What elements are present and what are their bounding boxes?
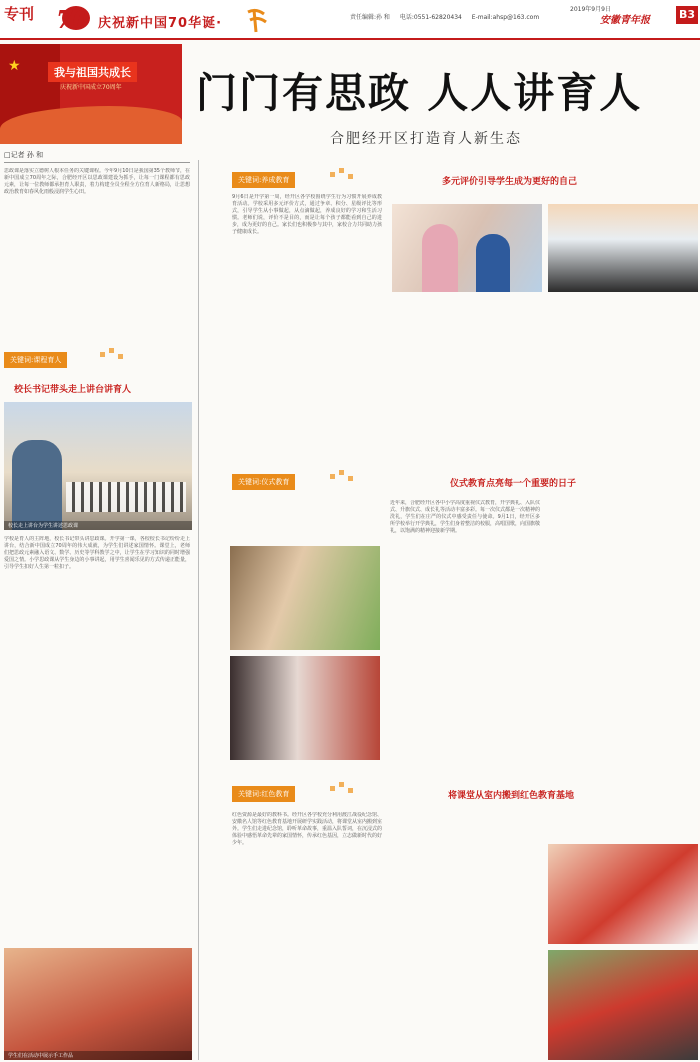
section-body: 红色资源是最好的教科书。经开区各学校充分利用渡江战役纪念馆、安徽名人馆等红色教育基地开展研学实践活动，将课堂从室内搬到室外。学生们走进纪念馆，聆听革命故事，重温入队誓词，在沉浸式的体验中感悟革命先辈的家国情怀，传承红色基因，立志做新时代的好少年。: [232, 812, 382, 846]
page-number: B3: [676, 6, 698, 24]
section-title: 校长书记带头走上讲台讲育人: [14, 385, 132, 395]
newspaper-name: 安徽青年报: [600, 15, 650, 26]
section-title: 多元评价引导学生成为更好的自己: [442, 177, 578, 187]
section-body-cont: [548, 298, 698, 448]
decor-squares: [330, 168, 360, 180]
decor-squares: [330, 782, 360, 794]
section-body: 近年来，合肥经开区各中小学高度重视仪式教育，开学典礼、入队仪式、升旗仪式、成长礼等活动丰富多彩。每一次仪式都是一次精神的洗礼，学生们在庄严的仪式中感受责任与使命。9月1日，经开区多所学校举行开学典礼，学生们身着整洁的校服，高唱国歌，向国旗敬礼，以饱满的精神迎接新学期。: [390, 500, 540, 534]
star-icon: ★: [8, 58, 21, 74]
keyword-tag: 关键词:课程育人: [4, 352, 67, 368]
section-body-cont: [390, 812, 540, 1060]
phone: 电话:0551-62820434: [399, 14, 462, 21]
editor: 责任编辑:孙 和: [350, 14, 390, 21]
section-body-cont: [548, 500, 698, 760]
photo-red-education-1: [548, 844, 698, 944]
photo-classroom: [548, 204, 698, 292]
photo-ceremony-2: [230, 656, 380, 760]
svg-text:70: 70: [56, 5, 90, 32]
column-banner: [0, 44, 182, 144]
headline: 门门有思政 人人讲育人: [196, 69, 643, 117]
photo-students-activity: [4, 948, 192, 1060]
keyword-tag: 关键词:仪式教育: [232, 474, 295, 490]
section-label: 专刊: [4, 5, 35, 23]
photo-principal-lecture: [4, 402, 192, 530]
anniversary-70-logo: [50, 4, 94, 32]
photo-caption: 学生们在活动中展示手工作品: [4, 1051, 192, 1060]
section-title: 仪式教育点亮每一个重要的日子: [450, 479, 577, 489]
column-subtitle: 庆祝新中国成立70周年: [60, 84, 122, 91]
keyword-tag: 关键词:红色教育: [232, 786, 295, 802]
photo-student-teacher: [392, 204, 542, 292]
section-title: 将课堂从室内搬到红色教育基地: [448, 791, 575, 801]
editor-contact: [350, 12, 547, 21]
keyword-tag: 关键词:养成教育: [232, 172, 295, 188]
decor-squares: [100, 348, 130, 360]
section-body-cont: [392, 298, 542, 448]
intro-text: 思政课是落实立德树人根本任务的关键课程。今年9月10日是我国第35个教师节，在新中国成立70周年之际，合肥经开区以思政课建设为抓手，让每一门课程都有思政元素，让每一位教师都承担育人职责，着力构建全员全程全方位育人新格局，让思想政治教育如春风化雨般浸润学生心田。: [4, 168, 190, 195]
photo-caption: 校长走上讲台为学生讲述思政课: [4, 521, 192, 530]
column-title: 我与祖国共成长: [48, 62, 137, 82]
issue-date: 2019年9月9日: [570, 6, 611, 13]
decor-squares: [330, 470, 360, 482]
anniversary-calligraphy-icon: [244, 6, 268, 39]
section-body: 9月6日是开学第一周，经开区各学校围绕学生行为习惯开展养成教育活动。学校采用多元评价方式，通过争章、积分、星级评比等形式，引导学生从小事做起，从点滴做起，养成良好的学习和生活习惯。老师们说，评价不是目的，而是让每个孩子都能看到自己的进步，成为更好的自己。家长们也积极参与其中，家校合力共同助力孩子健康成长。: [232, 194, 382, 235]
anniversary-banner-text: 庆祝新中国70华诞·: [98, 16, 223, 31]
photo-ceremony-1: [230, 546, 380, 650]
reporter-byline: □记者 孙 和: [4, 151, 44, 159]
email: E-mail:ahsp@163.com: [471, 14, 540, 21]
photo-red-education-2: [548, 950, 698, 1060]
subheadline: 合肥经开区打造育人新生态: [330, 131, 522, 147]
section-body: 学校是育人的主阵地，校长书记带头讲思政课。开学第一课，各校校长书记纷纷走上讲台，结合新中国成立70周年的伟大成就，为学生们讲述家国情怀。课堂上，老师们把思政元素融入语文、数学、历史等学科教学之中，让学生在学习知识的同时增强爱国之情。小学思政课从学生身边的小事讲起，用学生喜闻乐见的方式传递正能量，引导学生扣好人生第一粒扣子。: [4, 536, 190, 570]
